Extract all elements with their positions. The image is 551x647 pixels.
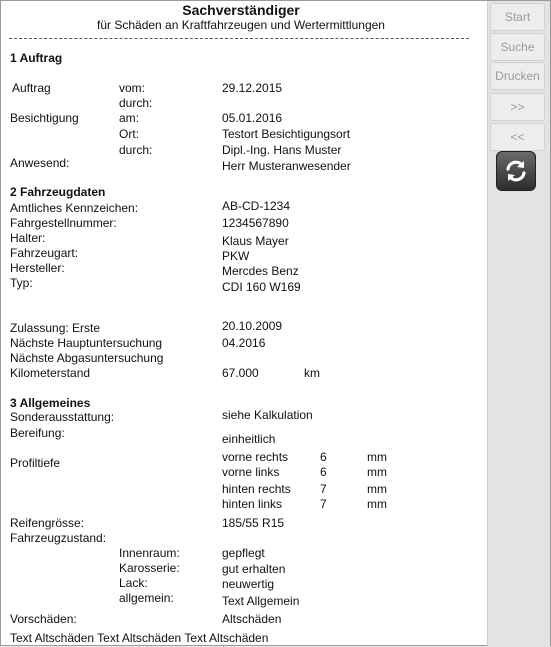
vorschaeden-label: Vorschäden: [10, 612, 77, 626]
karosserie-value: gut erhalten [222, 562, 286, 576]
durch2-label: durch: [119, 143, 153, 157]
durch-label: durch: [119, 96, 153, 110]
am-value: 05.01.2016 [222, 111, 283, 125]
bereifung-value: einheitlich [222, 432, 276, 446]
auftrag-label: Auftrag [12, 81, 51, 95]
bereifung-label: Bereifung: [10, 426, 65, 440]
profiltiefe-label: Profiltiefe [10, 456, 61, 470]
profil-pos-vr: vorne rechts [222, 450, 289, 464]
lack-label: Lack: [119, 576, 148, 590]
am-label: am: [119, 111, 140, 125]
reifen-value: 185/55 R15 [222, 516, 285, 530]
besichtigung-label: Besichtigung [10, 111, 79, 125]
sonder-value: siehe Kalkulation [222, 408, 313, 422]
fahrzeugart-label: Fahrzeugart: [10, 246, 79, 260]
vom-value: 29.12.2015 [222, 81, 283, 95]
profil-unit-vl: mm [367, 465, 387, 479]
zulassung-value: 20.10.2009 [222, 319, 283, 333]
start-button[interactable]: Start [490, 3, 545, 31]
durch2-value: Dipl.-Ing. Hans Muster [222, 143, 342, 157]
ort-value: Testort Besichtigungsort [222, 127, 351, 141]
typ-label: Typ: [10, 276, 33, 290]
km-value: 67.000 [222, 366, 259, 380]
innenraum-value: gepflegt [222, 546, 265, 560]
karosserie-label: Karosserie: [119, 561, 180, 575]
typ-value: CDI 160 W169 [222, 280, 301, 294]
kennzeichen-value: AB-CD-1234 [222, 199, 291, 213]
halter-label: Halter: [10, 231, 46, 245]
refresh-icon[interactable] [496, 151, 536, 191]
reifen-label: Reifengrösse: [10, 516, 85, 530]
header-divider [9, 38, 469, 39]
profil-val-vl: 6 [320, 465, 327, 479]
kennzeichen-label: Amtliches Kennzeichen: [10, 201, 139, 215]
profil-val-hl: 7 [320, 497, 327, 511]
innenraum-label: Innenraum: [119, 546, 180, 560]
section-heading-auftrag: 1 Auftrag [10, 51, 63, 65]
print-button[interactable]: Drucken [490, 62, 545, 90]
allgemein-label: allgemein: [119, 591, 174, 605]
km-unit: km [304, 366, 320, 380]
profil-pos-vl: vorne links [222, 465, 280, 479]
page-subtitle: für Schäden an Kraftfahrzeugen und Wertermittlungen [97, 18, 385, 32]
zustand-label: Fahrzeugzustand: [10, 531, 107, 545]
sonder-label: Sonderausstattung: [10, 410, 115, 424]
anwesend-label: Anwesend: [10, 156, 70, 170]
vorschaeden-value: Altschäden [222, 612, 282, 626]
refresh-glyph [502, 157, 530, 185]
fahrgestell-value: 1234567890 [222, 216, 289, 230]
zulassung-label: Zulassung: Erste [10, 321, 101, 335]
lack-value: neuwertig [222, 577, 275, 591]
fahrgestell-label: Fahrgestellnummer: [10, 216, 117, 230]
halter-value: Klaus Mayer [222, 234, 289, 248]
sidebar [487, 1, 550, 647]
next-button[interactable]: >> [490, 93, 545, 121]
hersteller-value: Mercdes Benz [222, 264, 299, 278]
profil-pos-hl: hinten links [222, 497, 283, 511]
fahrzeugart-value: PKW [222, 249, 250, 263]
altschaeden-text: Text Altschäden Text Altschäden Text Altschäden [10, 631, 269, 645]
search-button[interactable]: Suche [490, 33, 545, 61]
profil-unit-hl: mm [367, 497, 387, 511]
profil-val-vr: 6 [320, 450, 327, 464]
ort-label: Ort: [119, 127, 139, 141]
section-heading-allgemeines: 3 Allgemeines [10, 396, 91, 410]
profil-pos-hr: hinten rechts [222, 482, 291, 496]
hu-label: Nächste Hauptuntersuchung [10, 336, 163, 350]
page-title: Sachverständiger [182, 2, 300, 18]
profil-unit-vr: mm [367, 450, 387, 464]
vom-label: vom: [119, 81, 146, 95]
profil-val-hr: 7 [320, 482, 327, 496]
hu-value: 04.2016 [222, 336, 266, 350]
anwesend-value: Herr Musteranwesender [222, 159, 351, 173]
au-label: Nächste Abgasuntersuchung [10, 351, 164, 365]
km-label: Kilometerstand [10, 366, 91, 380]
section-heading-fahrzeugdaten: 2 Fahrzeugdaten [10, 185, 106, 199]
profil-unit-hr: mm [367, 482, 387, 496]
allgemein-value: Text Allgemein [222, 594, 300, 608]
hersteller-label: Hersteller: [10, 261, 65, 275]
previous-button[interactable]: << [490, 123, 545, 151]
